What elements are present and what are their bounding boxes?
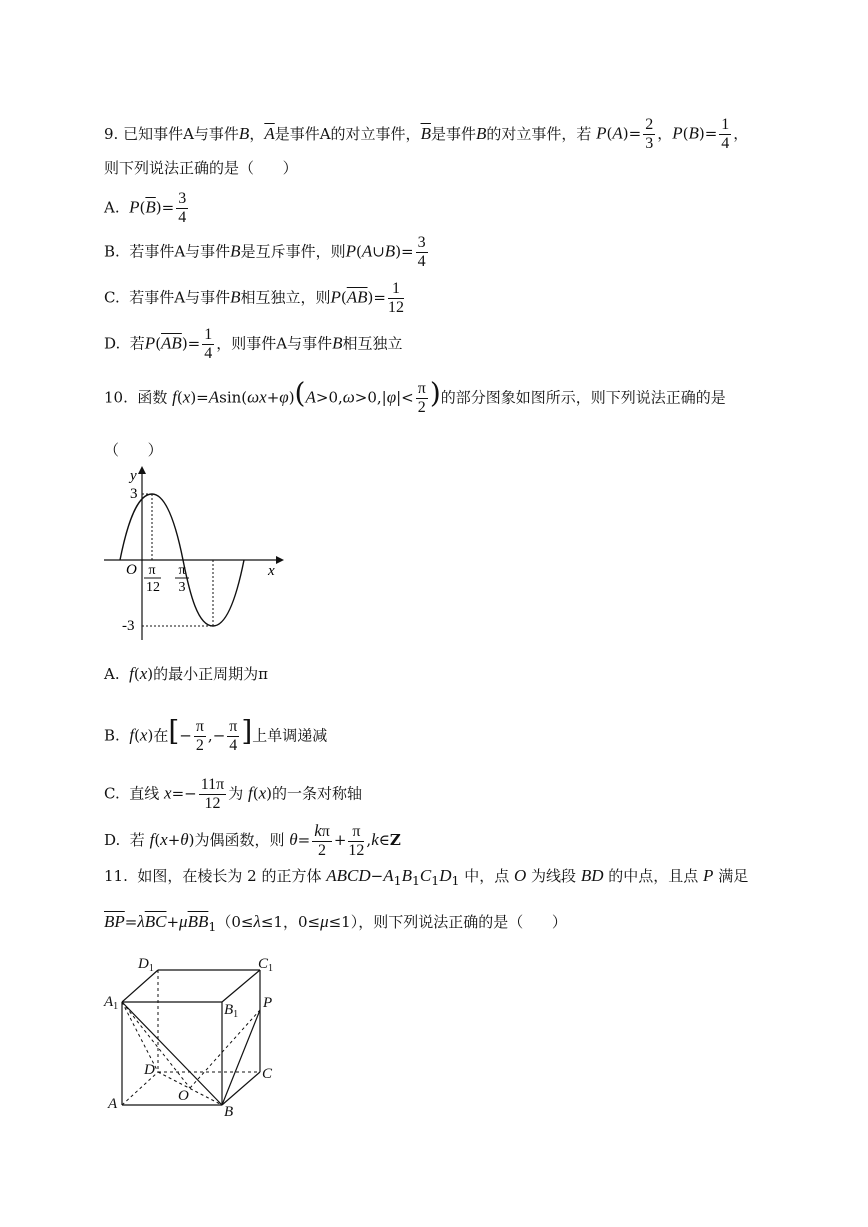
- q11-stem-line1: 11. 如图，在棱长为 2 的正方体 $ABCD-A_1B_1C_1D_1$ 中，点 O 为线段 BD 的中点，且点 P 满足: [104, 866, 749, 888]
- segment-A1-O: [122, 1002, 190, 1088]
- segment-A1-B: [122, 1002, 222, 1105]
- x-axis-arrow: [276, 556, 284, 564]
- label-D: D: [144, 1062, 155, 1078]
- q9-option-a: A. $P(\overline{B})=$ $\frac{3}{4}$: [104, 190, 187, 226]
- segment-D-B: [158, 1072, 222, 1105]
- q9-stem-part1: 9. 已知事件A与事件B，$\overline{A}$是事件A的对立事件，$\overline{B}$是事件B的对立事件，若: [104, 123, 592, 143]
- q9-option-b: B. 若事件A与事件B是互斥事件，则P(A∪B)= $\frac{3}{4}$: [104, 234, 426, 270]
- segment-B-P: [222, 1010, 260, 1105]
- sine-graph: [98, 460, 298, 645]
- edge-A1-D1: [122, 970, 158, 1002]
- q9-option-d: D. 若$P(\overline{AB})=$ $\frac{1}{4}$ ，则事件A与事件B相互独立: [104, 326, 403, 362]
- tick1-numerator: π: [148, 563, 156, 578]
- label-C1: $C_1$: [258, 956, 274, 974]
- x-axis-label: x: [268, 563, 275, 579]
- label-P: P: [263, 995, 273, 1011]
- y-axis-label: y: [130, 468, 137, 484]
- q10-option-b: B. f(x)在[− $\frac{\pi}{2}$ ,− $\frac{\pi}{4}$ ]上单调递减: [104, 714, 328, 754]
- edge-B1-C1: [222, 970, 260, 1002]
- y-axis-arrow: [138, 466, 146, 474]
- q10-option-c: C. 直线 x=− $\frac{11\pi}{12}$ 为 f(x)的一条对称轴: [104, 776, 362, 812]
- edge-B-C: [222, 1072, 260, 1105]
- q9-option-c: C. 若事件A与事件B相互独立，则$P(\overline{AB})=$ $\frac{1}{12}$: [104, 280, 404, 316]
- q10-stem-line2: （ ）: [104, 441, 163, 459]
- q10-option-d: D. 若 f(x+θ)为偶函数，则 θ= $\frac{k\pi}{2}$ + $\frac{\pi}{12}$ ,k∈Z: [104, 821, 401, 859]
- segment-O-P: [190, 1010, 260, 1088]
- q10-option-a: A. f(x)的最小正周期为π: [104, 664, 268, 683]
- q10-stem-line1: 10. 函数 f(x)=Asin(ωx+φ)(A>0,ω>0,|φ|< $\frac{\pi}{2}$ )的部分图象如图所示，则下列说法正确的是: [104, 376, 726, 416]
- cube-figure: [100, 950, 290, 1120]
- label-A: A: [108, 1096, 118, 1112]
- tick1-denominator: 12: [146, 580, 160, 595]
- y-min-label: -3: [122, 618, 135, 634]
- label-B: B: [224, 1104, 234, 1120]
- label-O: O: [178, 1088, 189, 1104]
- y-max-label: 3: [130, 486, 138, 502]
- q9-stem-line2: 则下列说法正确的是（ ）: [104, 159, 298, 177]
- q11-stem-line2: $\overline{BP}=\lambda\overline{BC}+\mu\overline{BB}_1(0\le\lambda\le 1$，0≤μ≤1），则下列说法正确的是（ ）: [104, 912, 567, 934]
- tick2-denominator: 3: [178, 580, 186, 595]
- label-C: C: [262, 1066, 273, 1082]
- q9-stem-line1: 9. 已知事件A与事件B，$\overline{A}$是事件A的对立事件，$\overline{B}$是事件B的对立事件，若 P(A)= $\frac{2}{3}$ ，P(B)= $\frac{1}{4}$ ，: [104, 116, 749, 152]
- label-B1: $B_1$: [224, 1002, 239, 1020]
- tick2-numerator: π: [178, 563, 186, 578]
- label-A1: $A_1$: [104, 994, 119, 1012]
- origin-label: O: [126, 562, 137, 578]
- label-D1: $D_1$: [138, 956, 154, 974]
